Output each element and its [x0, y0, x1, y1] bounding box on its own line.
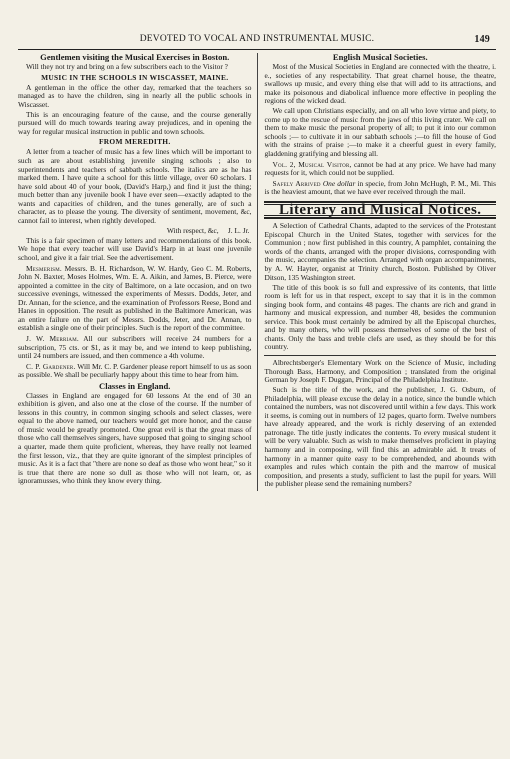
classes-section [18, 382, 251, 486]
left-column [18, 53, 257, 491]
vol2-lead: Vol. 2, Musical Visitor, [272, 159, 352, 169]
mesmerism-paragraph [18, 265, 251, 333]
mesmerism-lead: Mesmerism. [26, 263, 62, 273]
albrechtsberger-paragraph-2: Such is the title of the work, and the publisher, J. G. Osbum, of Philadelphia, will please excuse the delay in a notice, since the bundle which contained the numbers, was not discovered until within a few days. This work it seems, is coming out in numbers of 12 pages, quarto form. Twelve numbers have already appeared, and the work is richly deserving of an extended patronage. The title justly indicates the contents. To every musical student it will be very valuable. Such as wish to make themselves proficient in playing harmony and in composing, will find this an admirable aid. It treats of harmony in a manner quite easy to be comprehended, and abounds with examples and rules which contain the pith and the marrow of musical composition, and presents a study, sufficient to last the pupil for years. Will the publisher please send the remaining numbers? [264, 385, 496, 489]
wiscasset-section [18, 74, 251, 137]
safely-section [264, 180, 496, 197]
safely-lead: Safely Arrived [272, 178, 321, 188]
gardener-section [18, 363, 251, 380]
gardener-lead: C. P. Gardener. [26, 361, 76, 371]
classes-heading: Classes in England. [99, 380, 171, 391]
meredith-signature [18, 227, 251, 236]
meredith-section [18, 138, 251, 262]
wiscasset-heading: MUSIC IN THE SCHOOLS IN WISCASSET, MAINE. [41, 72, 229, 82]
meredith-paragraph-2: This is a fair specimen of many letters and recommendations of this book. We hope that every teacher will use David's Harp in at least one juvenile school, and give it a fair trial. See the advertisement. [18, 235, 252, 263]
merriam-paragraph [18, 335, 251, 361]
gentlemen-text: Will they not try and bring on a few subscribers each to the Visitor ? [26, 62, 228, 72]
merriam-text: All our subscribers will receive 24 numbers for a subscription, 75 cts. or $1, as it may be, and we intend to keep publishing, until 24 numbers are issued, and then commence a 4th volume. [18, 333, 252, 361]
meredith-heading: FROM MEREDITH. [98, 137, 171, 147]
albrechtsberger-paragraph-1: Albrechtsberger's Elementary Work on the Science of Music, including Thorough Bass, Harmony, and Composition ; translated from the original German by Joseph F. Duggan, Principal of the Philadelphia Institute. [264, 358, 496, 385]
albrechtsberger-section [264, 359, 496, 489]
mesmerism-text: Messrs. B. H. Richardson, W. W. Hardy, Geo C. M. Roberts, John N. Baxter, Moses Holmes, Wm. E. A. Aikin, and James, B. Pierce, were appointed a comittee in the city of Baltimore, on a late occasion, and on two successive evenings, witnessed the experiments of Messrs. Dodds, Jeter, and Dr. Annan, for the science, and the examination of Professors Reese, Bond and Hanes in opposition. The result as published in the Baltimore American, was an entire failure on the part of Messrs. Dodds, Jeter, and Dr. Annan, to establish a single one of their principles. Such is the report of the committee. [18, 263, 252, 333]
societies-section [264, 53, 496, 159]
section-divider [264, 355, 496, 356]
chants-paragraph-1: A Selection of Cathedral Chants, adapted to the services of the Protestant Episcopal Church in the United States, together with services for the Communion ; now first published in this country, A pamphlet, containing the words of the chants, arranged with the proper divisions, corresponding with the music, accompanies the selection. Arranged with organ accompaniments, by A. W. Hayter, organist at Trinity church, Boston. Published by Oliver Ditson, 135 Washington street. [264, 221, 496, 282]
meredith-initials: J. L. Jr. [227, 225, 250, 235]
societies-heading: English Musical Societies. [332, 52, 428, 62]
chants-paragraph-2: The title of this book is so full and expressive of its contents, that little room is left for us in that respect, except to say that it is in the common singing book form, and contains 48 pages. The chants are rich and grand in harmony and musical expression, and number 48, besides the communion service. This book must certainly be admired by all the Episcopal churches, and by many others, who will possess themselves of some of the best of chants. Only the bass and treble clefs are used, as they should be for this country. [264, 282, 496, 352]
meredith-signoff: With respect, &c, [166, 225, 219, 235]
two-column-body [18, 53, 496, 491]
page-number: 149 [474, 34, 490, 45]
safely-amount: One dollar [322, 178, 356, 188]
chants-section [264, 222, 496, 352]
running-head [18, 34, 496, 46]
societies-paragraph-2: We call upon Christians especially, and on all who love virtue and piety, to come up to the rescue of music from the jaws of this living crater. We call on them to make music the personal property of all; to put it into our common schools ;— to cultivate it in our sabbath schools ;—to fill the house of God with the strains of praise ;—to make it a cheerful guest in every family, gladdening gratifying and blessing all. [264, 106, 496, 159]
classes-text: Classes in England are engaged for 60 lessons At the end of 30 an exhibition is given, and also one at the close of the course. If the number of lessons in this country, in common singing schools and select classes, were equal to the above named, our teachers would get more honor, and the cause of music would be greatly promoted. One great evil is that the great mass of those who call themselves singers, have supposed that going to singing school a quarter, made them quite proficient, whereas, they have really not learned the first lesson, viz., that they are quite ignorant of the simplest principles of music. As it is a fact that "there are none so deaf as those who wont hear," so it is true that there are none so dull as those who will not learn, or, as ignoramusses, who think they know every thing. [18, 390, 252, 486]
gentlemen-heading: Gentlemen visiting the Musical Exercises in Boston. [40, 52, 230, 62]
safely-text: in specie, from John McHugh, P. M., Mi. This is the heaviest amount, that we have ever received through the mail. [264, 178, 496, 197]
mesmerism-section [18, 265, 251, 333]
wiscasset-paragraph-1: A gentleman in the office the other day, remarked that the teachers so managed as to have the children, sing in nearly all the public schools in Wiscasset. [18, 82, 252, 109]
right-column [257, 53, 496, 491]
header-rule [18, 49, 496, 50]
safely-paragraph [264, 180, 496, 197]
merriam-section [18, 335, 251, 361]
wiscasset-paragraph-2: This is an encouraging feature of the cause, and the course generally pursued will do much towards tearing away prejudices, and in opening the way for regular musical instruction in public and town schools. [18, 109, 252, 136]
meredith-letter: A letter from a teacher of music has a few lines which will be important to such as are about establishing juvenile singing schools ; also to superintendents and teachers of sabbath schools. The italics are as he has marked them. I have quite a school for this little village, over 60 scholars. I have sold about 40 of your book, (David's Harp,) and find it just the thing; much better than any juvenile book I have ever seen—exactly adapted to the wants and capacities of children, and the tunes generally, are of such a character, as to please the young. The diversity of sentiment, movement, &c, cannot fail to interest, when rightly developed. [18, 147, 252, 225]
gardener-text: Will Mr. C. P. Gardener please report himself to us as soon as possible. We shall be peculiarly happy about this time to hear from him. [18, 361, 252, 380]
vol2-paragraph [264, 161, 496, 178]
vol2-text: cannot be had at any price. We have had many requests for it, which could not be supplied. [264, 159, 496, 178]
merriam-lead: J. W. Merriam. [26, 333, 79, 343]
gardener-paragraph [18, 363, 251, 380]
running-title: DEVOTED TO VOCAL AND INSTRUMENTAL MUSIC. [139, 34, 375, 44]
notices-heading: Literary and Musical Notices. [264, 201, 496, 220]
gentlemen-section [18, 53, 251, 72]
vol2-section [264, 161, 496, 178]
societies-paragraph-1: Most of the Musical Societies in England are connected with the theatre, i. e., societies of any respectability. That great charnel house, the theatre, swallows up music, and every thing else that will add to its attractions, and make its poisonous and diabolical influence more effective in peopling the regions of the wicked dead. [264, 62, 496, 106]
